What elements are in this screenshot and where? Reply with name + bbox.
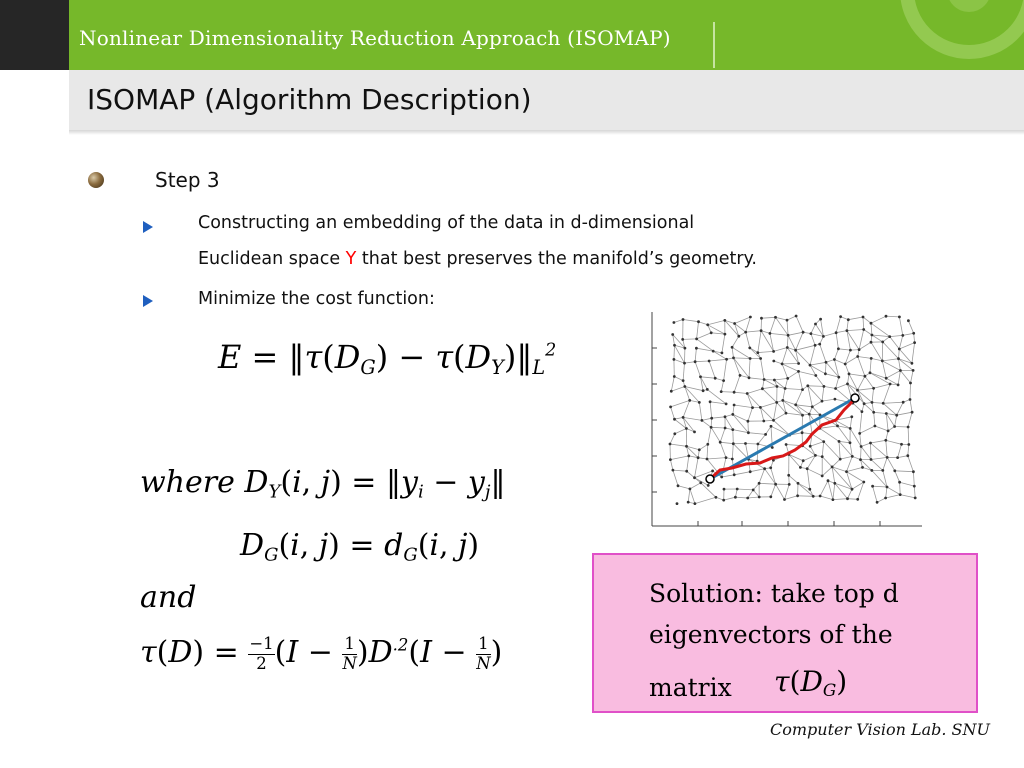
bullet-embedding-line2b: that best preserves the manifold’s geometry.: [356, 249, 757, 269]
manifold-geodesic-figure: [650, 312, 922, 528]
bullet-sphere-icon: [88, 172, 104, 188]
title-band-shadow: [69, 130, 1024, 135]
header-decoration: [69, 0, 1024, 70]
dg-definition-equation: $D_G(i$, $j) = d_G(i$, j): [240, 528, 480, 566]
arrow-bullet-icon: [143, 295, 153, 307]
footer-credit: Computer Vision Lab. SNU: [770, 720, 990, 739]
section-title: Nonlinear Dimensionality Reduction Approach (ISOMAP): [79, 26, 671, 50]
solution-box: [592, 553, 978, 713]
slide-title: ISOMAP (Algorithm Description): [87, 83, 532, 116]
path-end-point: [851, 394, 859, 402]
arrow-bullet-icon: [143, 221, 153, 233]
cost-function-equation: $E = ‖\tau(D_G)$ − $\tau(D_Y)‖_L^2$: [218, 338, 557, 379]
header-dark-tab: [0, 0, 69, 70]
where-label: where: [140, 465, 235, 500]
tau-definition-equation: τ(D) = $\frac{-1}{2}$ (I − $\frac{1}{N}$ )$D^{.2}(I$ − $\frac{1}{N}$ ): [140, 634, 503, 673]
solution-line2: eigenvectors of the: [649, 620, 893, 649]
solution-text: [649, 573, 949, 655]
and-label: and: [140, 580, 197, 615]
bullet-embedding-line2a: Euclidean space: [198, 249, 346, 269]
solution-line1: Solution: take top d: [649, 579, 899, 608]
bullet-embedding: [198, 205, 958, 277]
bullet-minimize: Minimize the cost function:: [198, 289, 435, 309]
solution-line3: matrix: [649, 673, 732, 702]
highlight-Y: Y: [345, 249, 357, 269]
header-bar: [69, 0, 1024, 70]
dy-definition-equation: where $D_Y(i$, $j) = ‖y_i$ − $y_j‖$: [140, 465, 506, 503]
bullet-embedding-line1: Constructing an embedding of the data in d-dimensional: [198, 213, 695, 233]
tau-dg-expression: $\tau(D_G)$: [774, 665, 848, 701]
step-heading: Step 3: [155, 168, 220, 192]
path-start-point: [706, 475, 714, 483]
